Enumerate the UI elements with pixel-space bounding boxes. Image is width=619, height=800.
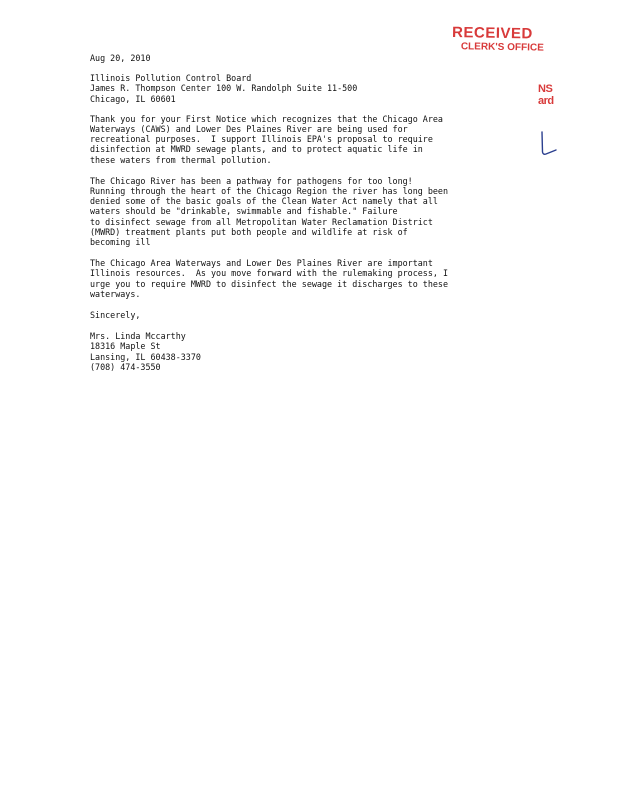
paragraph-line: waterways. xyxy=(90,288,141,299)
recipient-line: Chicago, IL 60601 xyxy=(90,93,176,104)
stamp-office-text: CLERK'S OFFICE xyxy=(460,41,544,54)
signature-line: Lansing, IL 60438-3370 xyxy=(90,351,201,362)
paragraph-line: urge you to require MWRD to disinfect the sewage it discharges to these xyxy=(90,278,448,289)
paragraph-line: Waterways (CAWS) and Lower Des Plaines River are being used for xyxy=(90,124,408,135)
recipient-address xyxy=(90,73,490,104)
recipient-line: Illinois Pollution Control Board xyxy=(90,73,252,84)
paragraph-line: Running through the heart of the Chicago Region the river has long been xyxy=(90,186,448,197)
paragraph-line: The Chicago River has been a pathway for pathogens for too long! xyxy=(90,175,413,186)
signature-line: 18316 Maple St xyxy=(90,341,161,352)
paragraph-3 xyxy=(90,258,490,299)
paragraph-line: denied some of the basic goals of the Clean Water Act namely that all xyxy=(90,196,438,207)
paragraph-line: these waters from thermal pollution. xyxy=(90,154,272,165)
paragraph-line: to disinfect sewage from all Metropolitan Water Reclamation District xyxy=(90,216,433,227)
stamp-received-text: RECEIVED xyxy=(451,24,533,43)
paragraph-line: disinfection at MWRD sewage plants, and to protect aquatic life in xyxy=(90,144,423,155)
paragraph-line: The Chicago Area Waterways and Lower Des Plaines River are important xyxy=(90,258,433,269)
signature-line: Mrs. Linda Mccarthy xyxy=(90,331,186,342)
signature-block xyxy=(90,331,490,372)
paragraph-2 xyxy=(90,176,490,247)
received-stamp xyxy=(452,25,562,55)
paragraph-line: recreational purposes. I support Illinois EPA's proposal to require xyxy=(90,134,433,145)
paragraph-line: Thank you for your First Notice which recognizes that the Chicago Area xyxy=(90,113,443,124)
stamp-fragment xyxy=(538,83,568,107)
stamp-fragment-line: ard xyxy=(538,95,554,107)
letter-date: Aug 20, 2010 xyxy=(90,53,151,63)
paragraph-1 xyxy=(90,114,490,165)
letter-body xyxy=(90,53,490,382)
stamp-fragment-line: NS xyxy=(538,83,553,95)
pen-mark-icon xyxy=(536,128,560,162)
paragraph-line: waters should be "drinkable, swimmable and fishable." Failure xyxy=(90,206,398,217)
closing-block xyxy=(90,310,490,320)
closing: Sincerely, xyxy=(90,310,141,321)
paragraph-line: (MWRD) treatment plants put both people and wildlife at risk of xyxy=(90,226,408,237)
letter-date-block xyxy=(90,53,490,63)
recipient-line: James R. Thompson Center 100 W. Randolph Suite 11-500 xyxy=(90,83,358,94)
signature-line: (708) 474-3550 xyxy=(90,361,161,372)
paragraph-line: Illinois resources. As you move forward with the rulemaking process, I xyxy=(90,268,448,279)
paragraph-line: becoming ill xyxy=(90,237,151,248)
